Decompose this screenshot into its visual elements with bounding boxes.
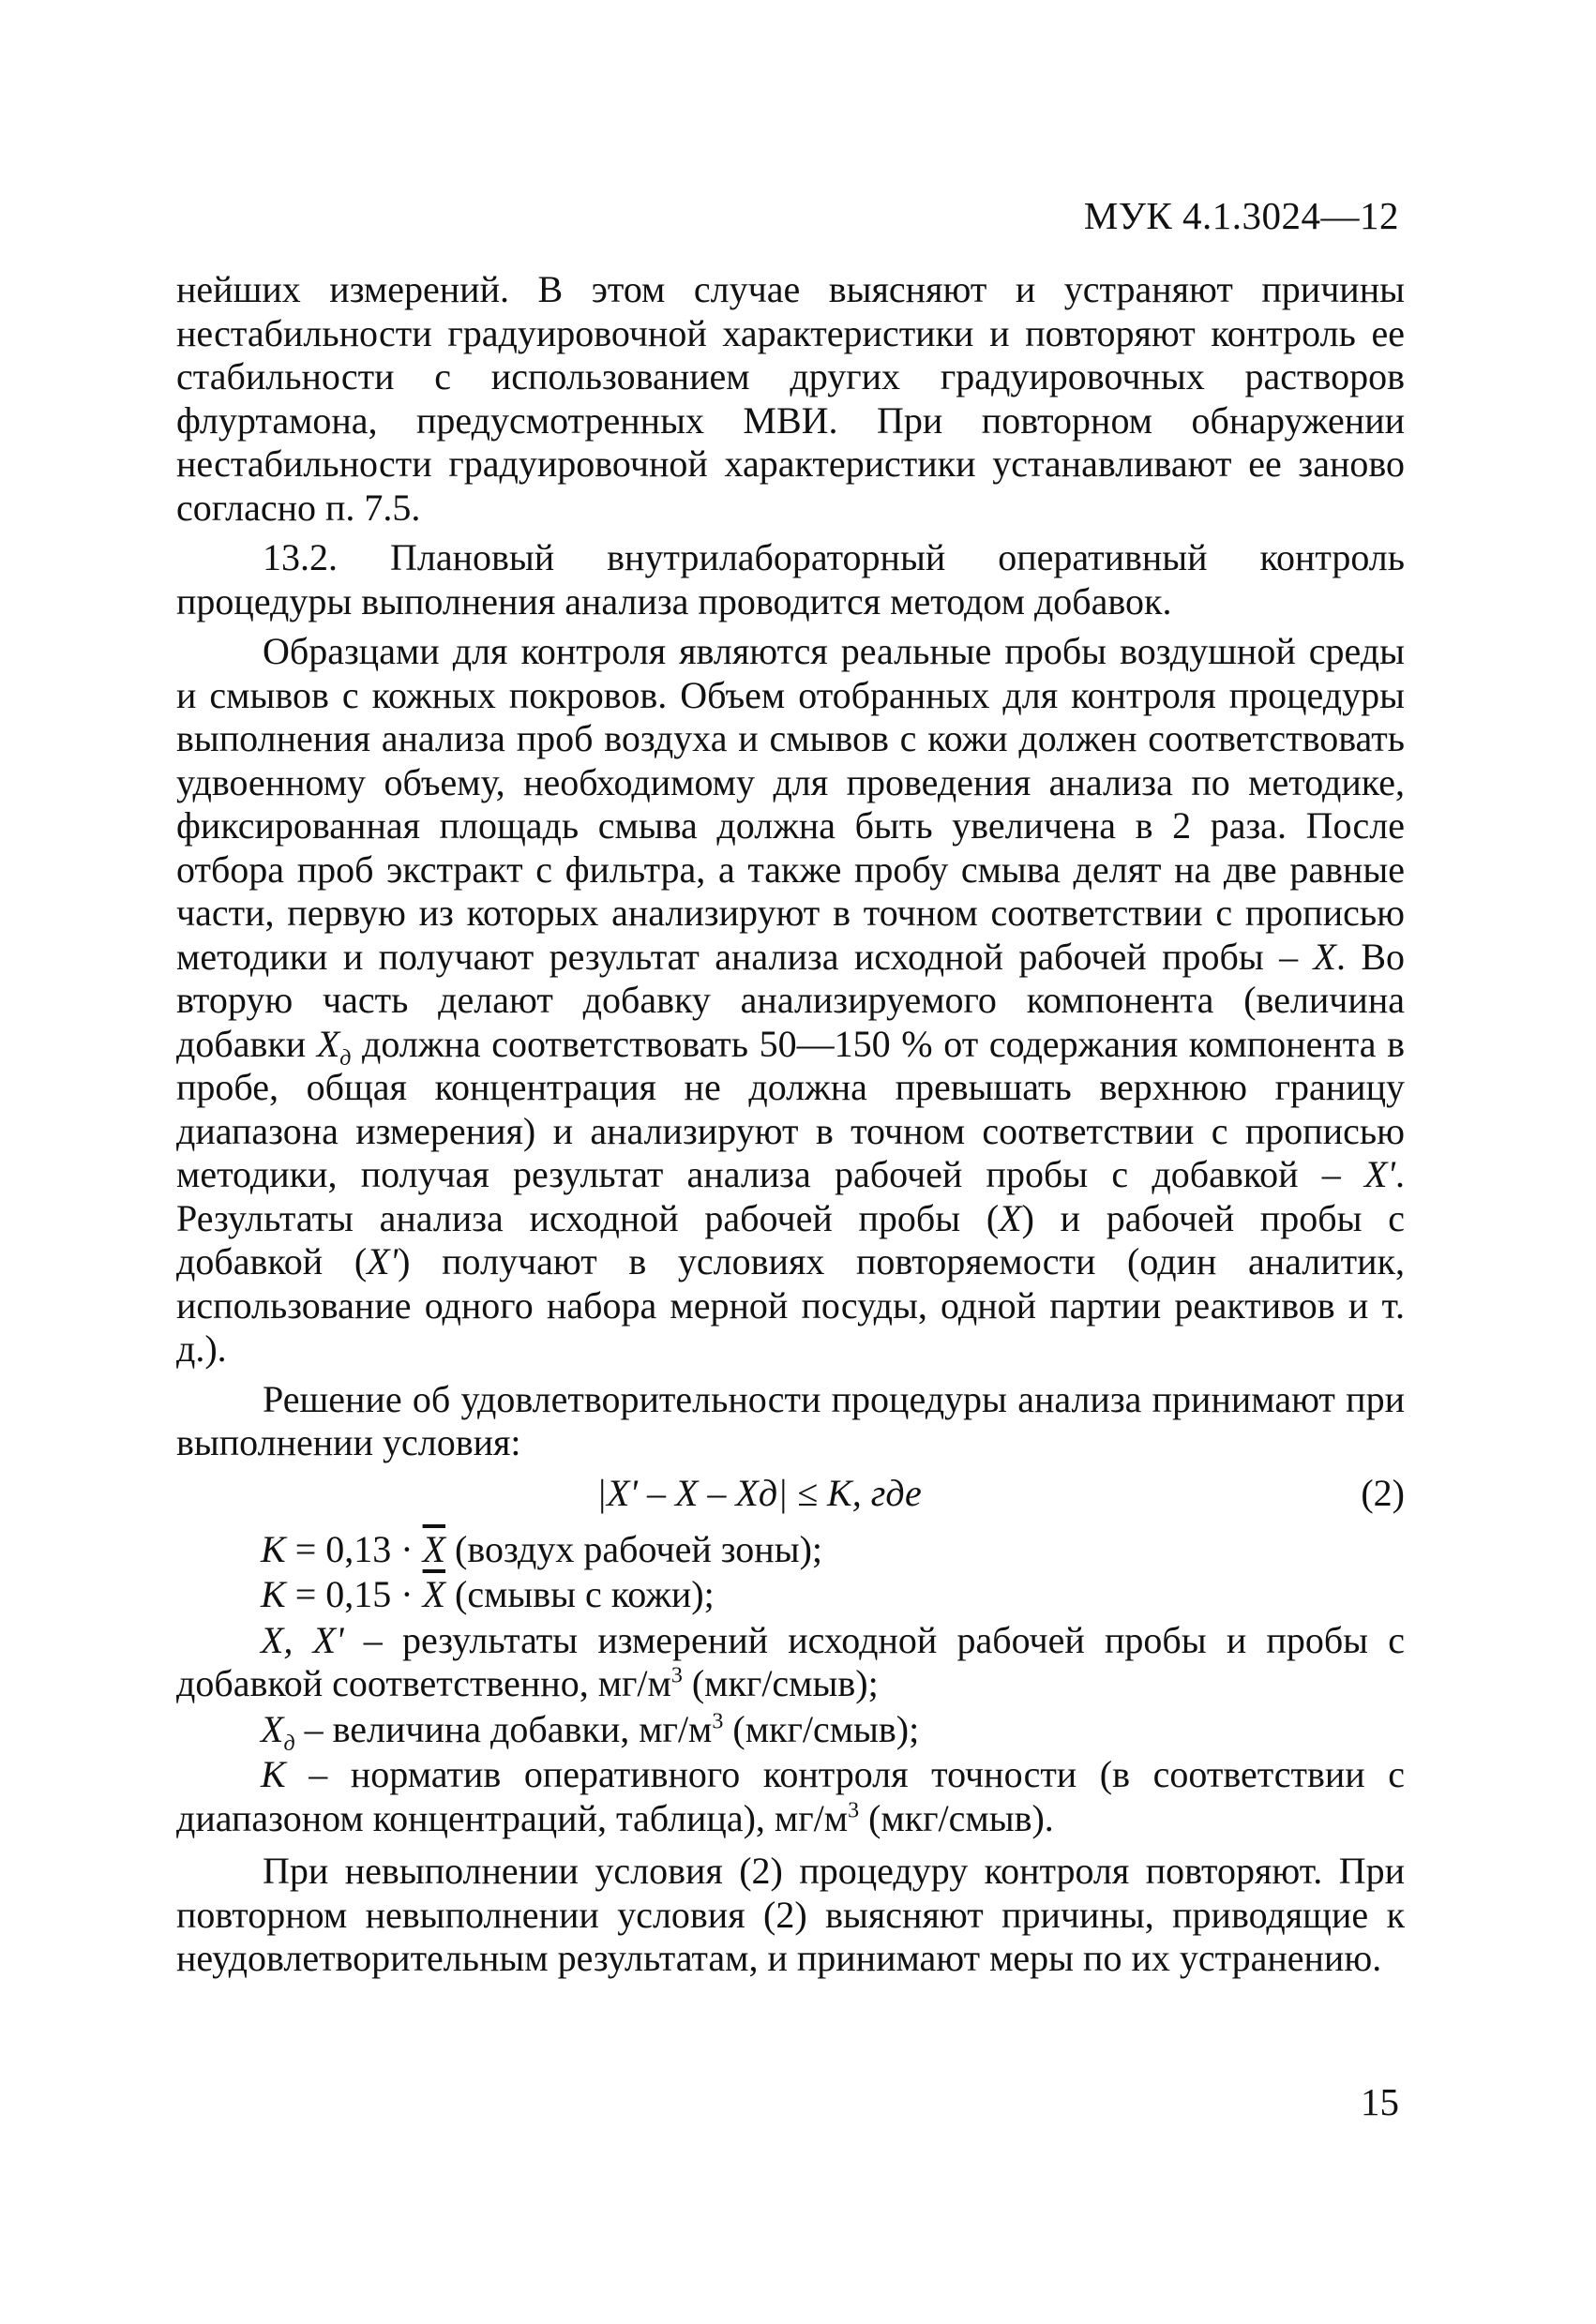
paragraph-13-2: 13.2. Плановый внутрилабораторный оперативный контроль процедуры выполнения анализа проводится методом добавок. — [176, 536, 1405, 622]
definition-k-air: $K = 0,13 \cdot \overline{X}$ (воздух рабочей зоны); — [261, 1527, 823, 1570]
definition-k: K – норматив оперативного контроля точности (в соответствии с диапазоном концентраций, таблица), $мг/м^3$ (мкг/смыв). — [176, 1753, 1405, 1839]
paragraph-text: . Во вторую часть делают добавку анализируемого компонента (величина добавки — [176, 935, 1406, 1065]
paragraph-text: ) получают в условиях повторяемости (один аналитик, использование одного набора мерной посуды, одной партии реактивов и т. д.). — [176, 1240, 1405, 1370]
symbol-x: X — [999, 1196, 1022, 1239]
definition-k-wash: $K = 0,15 \cdot \overline{X}$ (смывы с кожи); — [261, 1573, 715, 1615]
formula-definitions — [176, 1528, 1405, 1841]
symbol-x-prime: X' — [1364, 1153, 1395, 1195]
symbol-x-prime: X' — [367, 1240, 399, 1282]
paragraph-decision: Решение об удовлетворительности процедуры анализа принимают при выполнении условия: — [176, 1377, 1405, 1463]
definition-x: X, X' – результаты измерений исходной рабочей пробы и пробы с добавкой соответственно, $мг/м^3$ (мкг/смыв); — [176, 1618, 1405, 1704]
symbol-xd: $X_д$ — [316, 1022, 352, 1071]
page-body — [176, 268, 1405, 1987]
definition-xd: $X_д$ – величина добавки, $мг/м^3$ (мкг/смыв); — [261, 1707, 920, 1756]
formula-2 — [176, 1472, 1405, 1517]
paragraph-repeat: При невыполнении условия (2) процедуру контроля повторяют. При повторном невыполнении условия (2) выясняют причины, приводящие к неудовлетворительным результатам, и принимают меры по их устранению. — [176, 1850, 1405, 1979]
symbol-x-bar: $\overline{X}$ — [422, 1573, 446, 1615]
paragraph-continuation: нейших измерений. В этом случае выясняют и устраняют причины нестабильности градуировочной характеристики и повторяют контроль ее стабильности с использованием других градуировочных растворов флуртамона, предусмотренных МВИ. При повторном обнаружении нестабильности градуировочной характеристики устанавливают ее заново согласно п. 7.5. — [176, 268, 1405, 529]
paragraph-samples — [176, 630, 1405, 1372]
formula-expression: |X' – X – Xд| ≤ K, где — [596, 1471, 922, 1514]
document-code-header: МУК 4.1.3024—12 — [1083, 194, 1399, 237]
symbol-x: X — [1313, 935, 1336, 978]
formula-number: (2) — [1361, 1471, 1405, 1514]
page-number: 15 — [1361, 2080, 1399, 2123]
paragraph-text: должна соответствовать 50—150 % от содержания компонента в пробе, общая концентрация не должна превышать верхнюю границу диапазона измерения) и анализируют в точном соответствии с прописью методики, получая результат анализа рабочей пробы с добавкой – — [176, 1022, 1405, 1195]
paragraph-text: . Результаты анализа исходной рабочей пробы ( — [176, 1153, 1405, 1239]
symbol-x-bar: $\overline{X}$ — [422, 1527, 446, 1570]
paragraph-text: ) и рабочей пробы с добавкой ( — [176, 1196, 1406, 1282]
paragraph-text: Образцами для контроля являются реальные пробы воздушной среды и смывов с кожных покровов. Объем отобранных для контроля процедуры выполнения анализа проб воздуха и смывов с кожи должен соответствовать удвоенному объему, необходимому для проведения анализа по методике, фиксированная площадь смыва должна быть увеличена в 2 раза. После отбора проб экстракт с фильтра, а также пробу смыва делят на две равные части, первую из которых анализируют в точном соответствии с прописью методики и получают результат анализа исходной рабочей пробы – — [176, 630, 1405, 978]
